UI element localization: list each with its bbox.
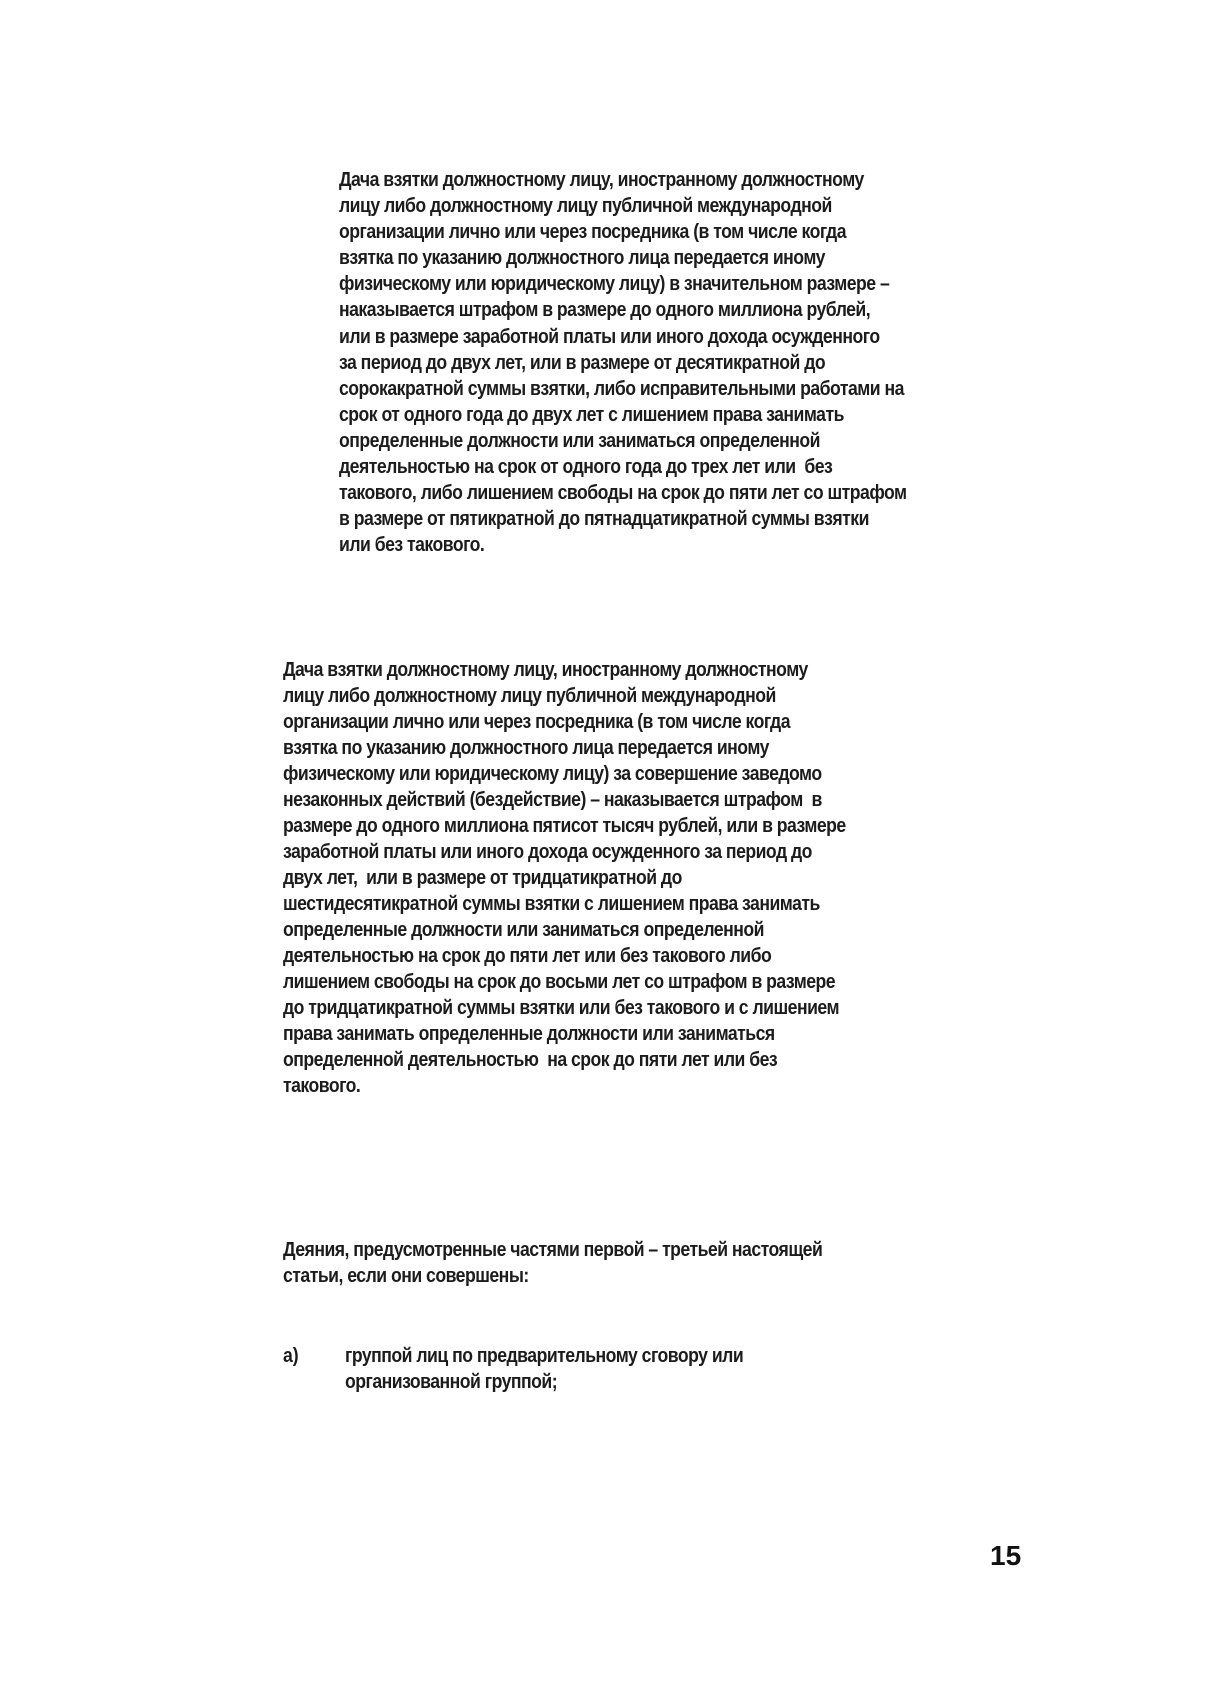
- text-line: определенной деятельностью на срок до пяти лет или без: [283, 1048, 778, 1071]
- text-line: группой лиц по предварительному сговору или: [345, 1344, 744, 1367]
- text-line: размере до одного миллиона пятисот тысяч рублей, или в размере: [283, 814, 846, 837]
- text-line: физическому или юридическому лицу) за совершение заведомо: [283, 762, 822, 785]
- text-line: организации лично или через посредника (в том числе когда: [283, 710, 790, 733]
- text-line: наказывается штрафом в размере до одного миллиона рублей,: [339, 298, 871, 321]
- text-line: лицу либо должностному лицу публичной международной: [339, 194, 832, 217]
- text-line: или в размере заработной платы или иного дохода осужденного: [339, 325, 880, 348]
- text-line: права занимать определенные должности или заниматься: [283, 1022, 775, 1045]
- text-line: заработной платы или иного дохода осужденного за период до: [283, 840, 812, 863]
- text-line: такового, либо лишением свободы на срок до пяти лет со штрафом: [339, 481, 907, 504]
- text-line: незаконных действий (бездействие) – наказывается штрафом в: [283, 788, 822, 811]
- text-line: определенные должности или заниматься определенной: [339, 429, 820, 452]
- text-line: определенные должности или заниматься определенной: [283, 918, 764, 941]
- text-line: лицу либо должностному лицу публичной международной: [283, 684, 776, 707]
- text-line: сорокакратной суммы взятки, либо исправительными работами на: [339, 377, 904, 400]
- text-line: физическому или юридическому лицу) в значительном размере –: [339, 272, 890, 295]
- text-line: в размере от пятикратной до пятнадцатикратной суммы взятки: [339, 507, 869, 530]
- text-line: статьи, если они совершены:: [283, 1264, 529, 1287]
- text-line: Дача взятки должностному лицу, иностранному должностному: [339, 168, 864, 191]
- text-line: срок от одного года до двух лет с лишением права занимать: [339, 403, 844, 426]
- text-line: или без такового.: [339, 533, 485, 556]
- text-line: шестидесятикратной суммы взятки с лишением права занимать: [283, 892, 820, 915]
- text-line: организации лично или через посредника (в том числе когда: [339, 220, 846, 243]
- text-line: деятельностью на срок до пяти лет или без такового либо: [283, 944, 772, 967]
- text-line: двух лет, или в размере от тридцатикратной до: [283, 866, 682, 889]
- text-line: до тридцатикратной суммы взятки или без такового и с лишением: [283, 996, 839, 1019]
- text-line: взятка по указанию должностного лица передается иному: [339, 246, 825, 269]
- text-line: за период до двух лет, или в размере от десятикратной до: [339, 351, 826, 374]
- page-number: 15: [990, 1540, 1022, 1571]
- text-line: Деяния, предусмотренные частями первой – третьей настоящей: [283, 1238, 823, 1261]
- text-line: такового.: [283, 1074, 361, 1097]
- list-item-marker: а): [283, 1344, 299, 1367]
- text-line: взятка по указанию должностного лица передается иному: [283, 736, 769, 759]
- text-line: Дача взятки должностному лицу, иностранному должностному: [283, 658, 808, 681]
- text-line: деятельностью на срок от одного года до трех лет или без: [339, 455, 833, 478]
- text-line: лишением свободы на срок до восьми лет со штрафом в размере: [283, 970, 836, 993]
- text-line: организованной группой;: [345, 1370, 558, 1393]
